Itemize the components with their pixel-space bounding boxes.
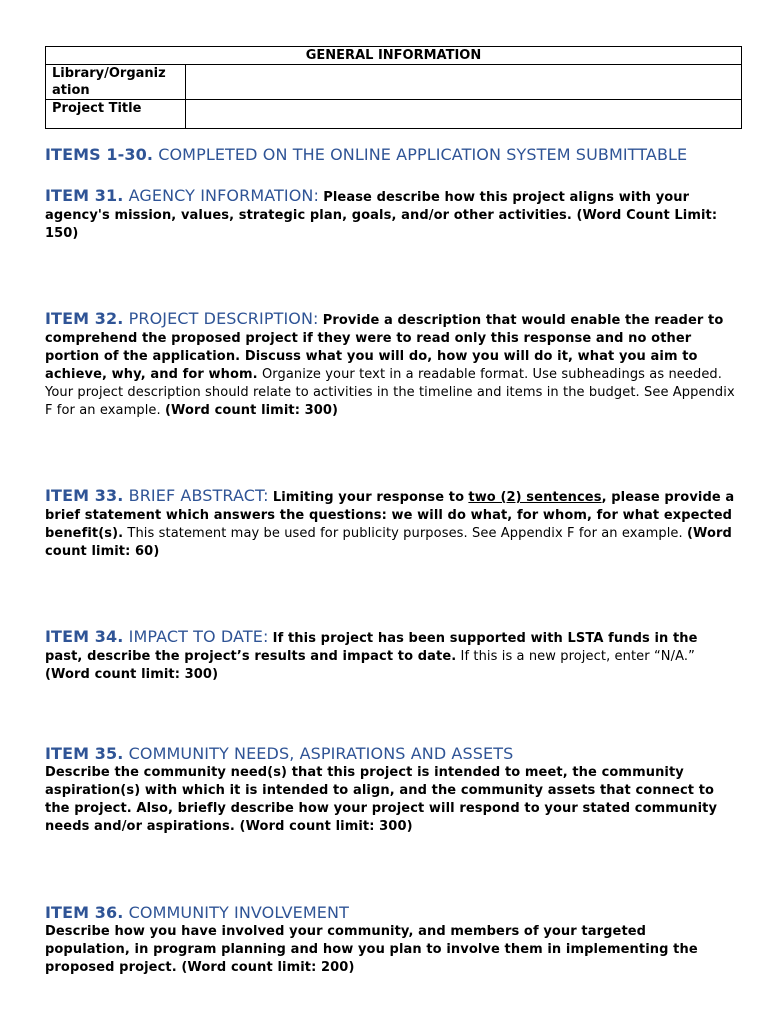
item-34-word-limit: (Word count limit: 300) (45, 667, 219, 682)
item-32-word-limit: (Word count limit: 300) (164, 403, 339, 418)
library-organization-field[interactable] (186, 65, 742, 100)
item-32-instructions: Organize your text in a readable format. Use subheadings as needed. Your project description should relate to activities in the timeline and items in the budget. See Appendix F for an example. (45, 367, 735, 418)
items-1-30-heading (45, 145, 735, 165)
general-information-header: GENERAL INFORMATION (46, 47, 742, 65)
item-34-number: ITEM 34. (45, 627, 124, 646)
item-35-section (45, 744, 735, 836)
item-33-section (45, 486, 735, 561)
item-34-title: IMPACT TO DATE: (128, 627, 269, 646)
item-34-prompt: If this project has been supported with LSTA funds in the past, describe the project’s results and impact to date. (45, 631, 698, 664)
items-1-30-number: ITEMS 1-30. (45, 145, 154, 164)
item-31-section (45, 186, 735, 243)
project-title-field[interactable] (186, 100, 742, 129)
project-title-label: Project Title (46, 100, 186, 129)
item-35-heading (45, 744, 735, 764)
item-35-title: COMMUNITY NEEDS, ASPIRATIONS AND ASSETS (128, 744, 514, 763)
items-1-30-title: COMPLETED ON THE ONLINE APPLICATION SYSTEM SUBMITTABLE (158, 145, 688, 164)
item-33-instructions: This statement may be used for publicity purposes. See Appendix F for an example. (127, 526, 683, 541)
item-32-prompt: Provide a description that would enable the reader to comprehend the proposed project if they were to read only this response and no other portion of the application. Discuss what you will do, how you will do it, what you aim to achieve, why, and for whom. (45, 313, 724, 382)
item-36-number: ITEM 36. (45, 903, 124, 922)
item-33-number: ITEM 33. (45, 486, 124, 505)
item-31-prompt: Please describe how this project aligns with your agency's mission, values, strategic plan, goals, and/or other activities. (Word Count Limit: 150) (45, 190, 718, 241)
item-31-title: AGENCY INFORMATION: (128, 186, 319, 205)
item-33-underline: two (2) sentences (468, 490, 602, 505)
item-35-number: ITEM 35. (45, 744, 124, 763)
item-34-section (45, 627, 735, 684)
items-1-30-section (45, 145, 735, 165)
item-35-prompt: Describe the community need(s) that this project is intended to meet, the community aspiration(s) with which it is intended to align, and the community assets that connect to the project. Also, briefly describe how your project will respond to your stated community needs and/or aspirations. (Word count limit: 300) (45, 765, 718, 834)
library-organization-label: Library/Organiz ation (46, 65, 186, 100)
item-32-number: ITEM 32. (45, 309, 124, 328)
item-36-section (45, 903, 735, 977)
item-34-instructions: If this is a new project, enter “N/A.” (460, 649, 695, 664)
item-33-prompt-b: , please provide a brief statement which answers the questions: we will do what, for whom, for what expected benefit(s). (45, 490, 735, 541)
item-36-prompt: Describe how you have involved your community, and members of your targeted population, in program planning and how you plan to involve them in implementing the proposed project. (Word count limit: 200) (45, 924, 698, 975)
item-33-word-limit: (Word count limit: 60) (45, 526, 732, 559)
item-36-title: COMMUNITY INVOLVEMENT (128, 903, 349, 922)
general-information-table (45, 46, 742, 129)
item-32-title: PROJECT DESCRIPTION: (128, 309, 319, 328)
item-31-number: ITEM 31. (45, 186, 124, 205)
item-36-heading (45, 903, 735, 923)
item-32-section (45, 309, 735, 420)
item-33-prompt-a: Limiting your response to (272, 490, 465, 505)
item-33-title: BRIEF ABSTRACT: (128, 486, 269, 505)
